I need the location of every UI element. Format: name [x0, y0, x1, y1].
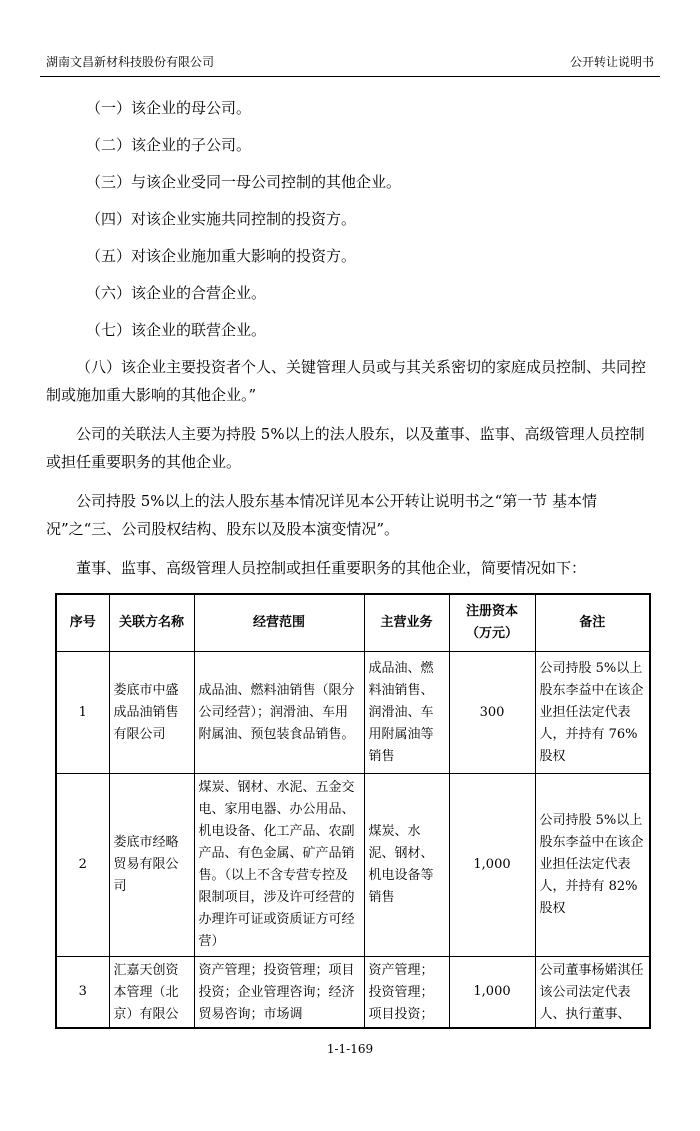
cell-remark-text: 公司董事杨婼淇任该公司法定代表人、执行董事、: [539, 963, 644, 1022]
list-item-eight: （八）该企业主要投资者个人、关键管理人员或与其关系密切的家庭成员控制、共同控制或施加重大影响的其他企业。”: [46, 358, 647, 404]
cell-capital: 300: [449, 652, 535, 774]
header-capital: 注册资本（万元）: [449, 594, 535, 652]
list-item: （三）与该企业受同一母公司控制的其他企业。: [86, 173, 402, 191]
list-item: （七）该企业的联营企业。: [86, 321, 267, 339]
table-header-row: [56, 594, 650, 652]
header-remark: 备注: [535, 594, 650, 652]
page-number: 1-1-169: [326, 1042, 374, 1056]
table-row: [56, 652, 650, 774]
cell-scope: 成品油、燃料油销售（限分公司经营）；润滑油、车用附属油、预包装食品销售。: [194, 652, 364, 774]
cell-business: 煤炭、水泥、钢材、机电设备等销售: [364, 774, 449, 957]
cell-business-text: 资产管理；投资管理；项目投资；: [368, 963, 434, 1022]
header-divider: [40, 76, 660, 77]
header-name: 关联方名称: [109, 594, 194, 652]
paragraph-related-legal-persons: 公司的关联法人主要为持股 5%以上的法人股东，以及董事、监事、高级管理人员控制或担任重要职务的其他企业。: [46, 425, 645, 471]
header-business: 主营业务: [364, 594, 449, 652]
list-item: （二）该企业的子公司。: [86, 136, 252, 154]
cell-no: 3: [56, 957, 109, 1029]
cell-name: 娄底市中盛成品油销售有限公司: [109, 652, 194, 774]
header-scope: 经营范围: [194, 594, 364, 652]
cell-remark: [535, 957, 650, 1029]
table-row: [56, 957, 650, 1029]
cell-capital: 1,000: [449, 774, 535, 957]
cell-scope: [194, 957, 364, 1029]
document-body: [46, 94, 656, 593]
cell-remark: 公司持股 5%以上股东李益中在该企业担任法定代表人，并持有 76%股权: [535, 652, 650, 774]
header-no: 序号: [56, 594, 109, 652]
list-item: （四）对该企业实施共同控制的投资方。: [86, 210, 357, 228]
cell-remark: 公司持股 5%以上股东李益中在该企业担任法定代表人，并持有 82%股权: [535, 774, 650, 957]
related-party-table: [55, 593, 651, 1029]
cell-no: 1: [56, 652, 109, 774]
paragraph-shareholder-reference: 公司持股 5%以上的法人股东基本情况详见本公开转让说明书之“第一节 基本情况”之“三、公司股权结构、股东以及股本演变情况”。: [46, 492, 598, 538]
header-doc-title: 公开转让说明书: [569, 55, 654, 69]
header-company: 湖南文昌新材科技股份有限公司: [46, 55, 215, 69]
cell-capital: 1,000: [449, 957, 535, 1029]
cell-name-text: 汇嘉天创资本管理（北京）有限公: [113, 963, 179, 1022]
list-item: （六）该企业的合营企业。: [86, 284, 267, 302]
cell-no: 2: [56, 774, 109, 957]
cell-scope-text: 资产管理；投资管理；项目投资；企业管理咨询；经济贸易咨询；市场调: [198, 963, 355, 1022]
table-row: [56, 774, 650, 957]
cell-business: [364, 957, 449, 1029]
cell-name: 娄底市经略贸易有限公司: [109, 774, 194, 957]
cell-name: [109, 957, 194, 1029]
list-item: （一）该企业的母公司。: [86, 99, 252, 117]
list-item: （五）对该企业施加重大影响的投资方。: [86, 247, 357, 265]
cell-business: 成品油、燃料油销售、润滑油、车用附属油等销售: [364, 652, 449, 774]
paragraph-table-intro: 董事、监事、高级管理人员控制或担任重要职务的其他企业，简要情况如下：: [76, 559, 587, 577]
cell-scope: 煤炭、钢材、水泥、五金交电、家用电器、办公用品、机电设备、化工产品、农副产品、有色金属、矿产品销售。（以上不含专营专控及限制项目，涉及许可经营的办理许可证或资质证方可经营）: [194, 774, 364, 957]
